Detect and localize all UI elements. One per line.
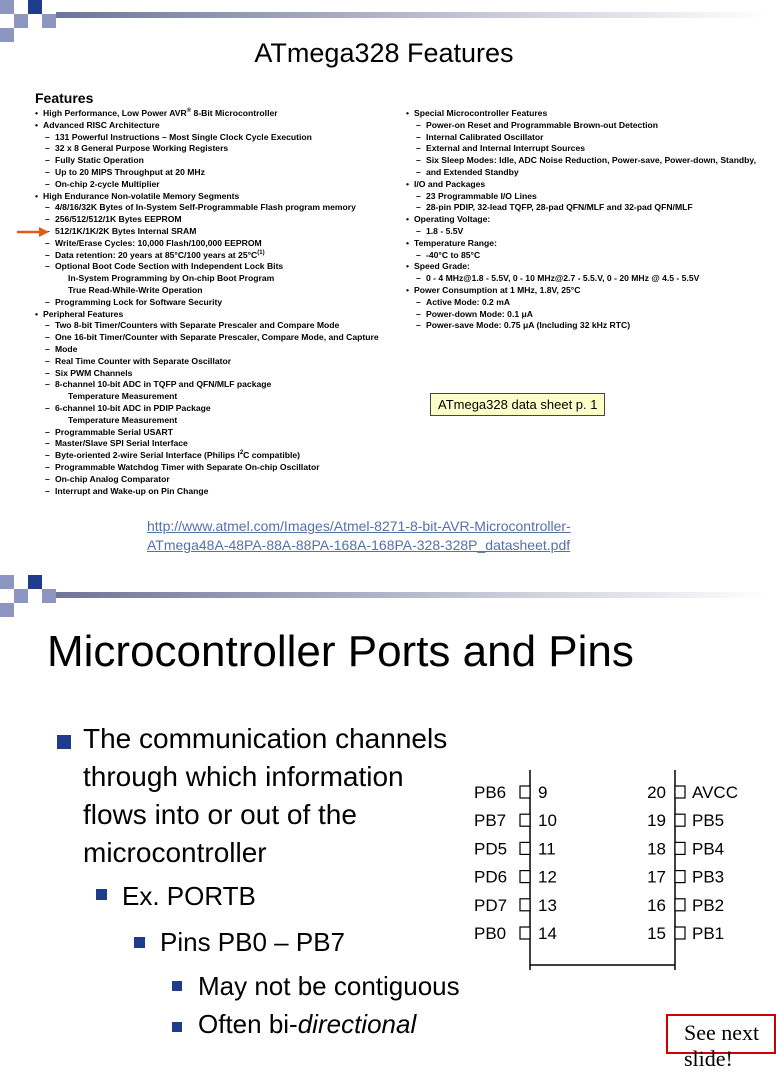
- feature-subitem: – Write/Erase Cycles: 10,000 Flash/100,000 EEPROM: [35, 238, 379, 250]
- pin-name-label: PB3: [692, 867, 725, 887]
- pin-name-label: PB7: [474, 811, 507, 831]
- pin-number-label: 20: [647, 783, 666, 802]
- pin-icon: [675, 814, 685, 826]
- pin-icon: [520, 786, 530, 798]
- bullet-square-icon: [134, 937, 145, 948]
- feature-subitem: – 256/512/512/1K Bytes EEPROM: [35, 214, 379, 226]
- pin-name-label: PD6: [474, 867, 508, 887]
- feature-subitem: – Power-down Mode: 0.1 μA: [406, 309, 756, 321]
- feature-bullet: • I/O and Packages: [406, 179, 756, 191]
- feature-subitem: – Byte-oriented 2-wire Serial Interface (Philips $I^2C$ compatible): [35, 450, 379, 462]
- pin-name-label: PB2: [692, 895, 725, 915]
- pin-icon: [675, 927, 685, 939]
- feature-subitem: – 0 - 4 MHz@1.8 - 5.5V, 0 - 10 MHz@2.7 - 5.5.V, 0 - 20 MHz @ 4.5 - 5.5V: [406, 273, 756, 285]
- feature-subitem: – Power-save Mode: 0.75 μA (Including 32 kHz RTC): [406, 320, 756, 332]
- pin-number-label: 14: [538, 924, 557, 943]
- feature-subitem: – On-chip 2-cycle Multiplier: [35, 179, 379, 191]
- feature-subitem: – Active Mode: 0.2 mA: [406, 297, 756, 309]
- feature-subitem: – Internal Calibrated Oscillator: [406, 132, 756, 144]
- pin-name-label: PB0: [474, 924, 507, 943]
- feature-subitem: – 131 Powerful Instructions – Most Single Clock Cycle Execution: [35, 132, 379, 144]
- feature-bullet: • Advanced RISC Architecture: [35, 120, 379, 132]
- bullet-not-contiguous: May not be contiguous: [198, 971, 460, 1001]
- bullet-square-icon: [57, 735, 71, 749]
- feature-bullet: • High Performance, Low Power AVR® 8-Bit Microcontroller: [35, 108, 379, 120]
- feature-subitem: – Six PWM Channels: [35, 368, 379, 380]
- pin-icon: [520, 871, 530, 883]
- feature-bullet: • Speed Grade:: [406, 261, 756, 273]
- feature-subitem: – Up to 20 MIPS Throughput at 20 MHz: [35, 167, 379, 179]
- pin-name-label: PD5: [474, 839, 508, 859]
- datasheet-link-line2: ATmega48A-48PA-88A-88PA-168A-168PA-328-328P_datasheet.pdf: [147, 537, 571, 553]
- red-arrow-icon: [17, 227, 49, 237]
- pin-name-label: PB1: [692, 924, 725, 943]
- feature-subitem: – Programming Lock for Software Security: [35, 297, 379, 309]
- bidirectional-prefix: Often bi-: [198, 1009, 298, 1039]
- feature-subitem: – -40°C to 85°C: [406, 250, 756, 262]
- feature-bullet: • Peripheral Features: [35, 309, 379, 321]
- feature-subitem: – Real Time Counter with Separate Oscillator: [35, 356, 379, 368]
- bullet-square-icon: [172, 1022, 182, 1032]
- feature-subitem: – Data retention: 20 years at 85°C/100 years at $25^\circ C^{(1)}$: [35, 250, 379, 262]
- feature-subitem: – Six Sleep Modes: Idle, ADC Noise Reduction, Power-save, Power-down, Standby,: [406, 155, 756, 167]
- feature-subitem: – Optional Boot Code Section with Independent Lock Bits: [35, 261, 379, 273]
- feature-subitem: – 6-channel 10-bit ADC in PDIP Package: [35, 403, 379, 415]
- feature-subitem: – 32 x 8 General Purpose Working Registers: [35, 143, 379, 155]
- feature-bullet: • High Endurance Non-volatile Memory Segments: [35, 191, 379, 203]
- pin-icon: [675, 899, 685, 911]
- feature-subitem: – 1.8 - 5.5V: [406, 226, 756, 238]
- pin-number-label: 16: [647, 895, 666, 915]
- feature-bullet: • Special Microcontroller Features: [406, 108, 756, 120]
- feature-subitem: – Mode: [35, 344, 379, 356]
- pin-icon: [675, 786, 685, 798]
- feature-subitem: True Read-While-Write Operation: [68, 284, 203, 295]
- pin-icon: [675, 871, 685, 883]
- bullet-line: flows into or out of the: [83, 799, 357, 830]
- superscript: 2: [239, 450, 244, 457]
- superscript: (1): [257, 249, 265, 256]
- bullet-line: The communication channels: [83, 723, 448, 754]
- feature-subitem: – Fully Static Operation: [35, 155, 379, 167]
- pin-icon: [520, 842, 530, 854]
- feature-subitem: – Programmable Watchdog Timer with Separate On-chip Oscillator: [35, 462, 379, 474]
- pin-number-label: 17: [647, 867, 666, 887]
- datasheet-link-line1: http://www.atmel.com/Images/Atmel-8271-8-bit-AVR-Microcontroller-: [147, 518, 571, 534]
- pin-name-label: PB4: [692, 839, 725, 859]
- superscript: ®: [186, 108, 192, 114]
- feature-bullet: • Operating Voltage:: [406, 214, 756, 226]
- datasheet-link[interactable]: [147, 517, 571, 555]
- pin-icon: [675, 842, 685, 854]
- slide-ports-and-pins: [0, 575, 768, 1071]
- pin-icon: [520, 814, 530, 826]
- pin-icon: [520, 927, 530, 939]
- chip-pinout-diagram: [470, 770, 760, 970]
- feature-subitem: – Two 8-bit Timer/Counters with Separate Prescaler and Compare Mode: [35, 320, 379, 332]
- feature-subitem: Temperature Measurement: [68, 414, 178, 425]
- pin-number-label: 11: [538, 839, 556, 859]
- bullet-pins: Pins PB0 – PB7: [160, 927, 345, 957]
- feature-subitem: – 23 Programmable I/O Lines: [406, 191, 756, 203]
- datasheet-callout: ATmega328 data sheet p. 1: [430, 393, 605, 416]
- bullet-square-icon: [96, 889, 107, 900]
- bullet-line: microcontroller: [83, 837, 267, 868]
- feature-subitem: – Interrupt and Wake-up on Pin Change: [35, 486, 379, 498]
- bullet-bidirectional: [198, 1009, 416, 1040]
- pin-number-label: 15: [647, 924, 666, 943]
- pin-number-label: 10: [538, 811, 557, 831]
- feature-subitem: – Programmable Serial USART: [35, 427, 379, 439]
- pin-number-label: 9: [538, 783, 548, 802]
- features-right-column: [406, 108, 756, 332]
- feature-subitem: – External and Internal Interrupt Sources: [406, 143, 756, 155]
- pin-number-label: 18: [647, 839, 666, 859]
- slide-title: ATmega328 Features: [254, 38, 514, 68]
- slide-title: Microcontroller Ports and Pins: [47, 627, 634, 676]
- feature-subitem: – 8-channel 10-bit ADC in TQFP and QFN/MLF package: [35, 379, 379, 391]
- bidirectional-emphasis: directional: [297, 1009, 417, 1039]
- feature-bullet: • Power Consumption at 1 MHz, 1.8V, 25°C: [406, 285, 756, 297]
- feature-bullet: • Temperature Range:: [406, 238, 756, 250]
- feature-subitem: – One 16-bit Timer/Counter with Separate Prescaler, Compare Mode, and Capture: [35, 332, 379, 344]
- pin-number-label: 19: [647, 811, 666, 831]
- bullet-portb: Ex. PORTB: [122, 881, 256, 911]
- bullet-line: through which information: [83, 761, 404, 792]
- features-left-column: [35, 108, 379, 497]
- feature-subitem: – and Extended Standby: [406, 167, 756, 179]
- pin-number-label: 12: [538, 867, 557, 887]
- pin-name-label: PD7: [474, 895, 508, 915]
- feature-subitem: – 512/1K/1K/2K Bytes Internal SRAM: [35, 226, 379, 238]
- pin-name-label: PB6: [474, 783, 507, 802]
- feature-subitem: – 4/8/16/32K Bytes of In-System Self-Programmable Flash program memory: [35, 202, 379, 214]
- features-heading: Features: [35, 90, 94, 106]
- feature-subitem: – 28-pin PDIP, 32-lead TQFP, 28-pad QFN/MLF and 32-pad QFN/MLF: [406, 202, 756, 214]
- see-next-slide-box: [666, 1014, 776, 1071]
- slide-header-decoration: [0, 575, 768, 635]
- pin-name-label: AVCC: [692, 783, 738, 802]
- feature-subitem: – Power-on Reset and Programmable Brown-out Detection: [406, 120, 756, 132]
- feature-subitem: In-System Programming by On-chip Boot Program: [68, 273, 275, 284]
- pin-number-label: 13: [538, 895, 557, 915]
- see-next-slide-text: See next slide!: [684, 1020, 760, 1071]
- feature-subitem: Temperature Measurement: [68, 391, 178, 402]
- feature-subitem: – Master/Slave SPI Serial Interface: [35, 438, 379, 450]
- bullet-square-icon: [172, 981, 182, 991]
- feature-subitem: – On-chip Analog Comparator: [35, 474, 379, 486]
- pin-name-label: PB5: [692, 811, 725, 831]
- pin-icon: [520, 899, 530, 911]
